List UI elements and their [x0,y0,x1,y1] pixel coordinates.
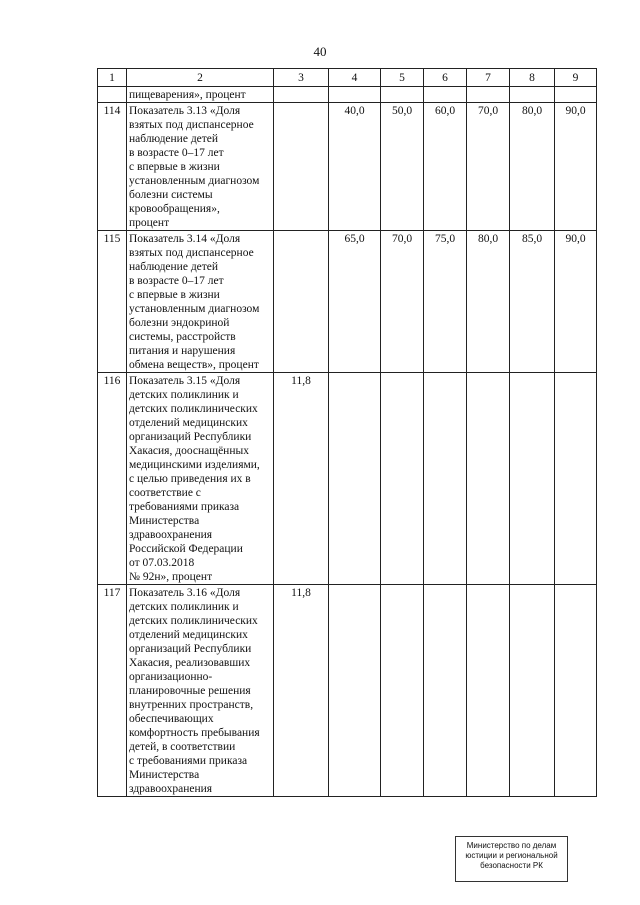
table-cell [329,87,381,103]
value-cell: 50,0 [381,103,424,231]
value-cell: 60,0 [424,103,467,231]
value-cell: 70,0 [381,231,424,373]
indicators-table [97,68,597,797]
column-header: 3 [274,69,329,87]
indicator-label: Показатель 3.14 «Доля взятых под диспансерное наблюдение детей в возрасте 0–17 лет с впервые в жизни установленным диагнозом болезни эндокриной системы, расстройств питания и нарушения обмена веществ», процент [127,231,274,373]
column-header: 4 [329,69,381,87]
value-cell: 70,0 [467,103,510,231]
value-cell [424,585,467,797]
value-cell [381,373,424,585]
value-cell [555,585,597,797]
value-cell [467,585,510,797]
table-cell [424,87,467,103]
table-cell [510,87,555,103]
value-cell [467,373,510,585]
value-cell: 90,0 [555,231,597,373]
ministry-stamp [455,836,568,882]
table-cell [274,87,329,103]
value-cell [555,373,597,585]
table-cell [555,87,597,103]
column-header: 5 [381,69,424,87]
table-row [98,585,597,797]
column-header: 8 [510,69,555,87]
stamp-line: юстиции и региональной [465,851,558,860]
stamp-line: безопасности РК [480,861,543,870]
value-cell: 11,8 [274,373,329,585]
value-cell [329,373,381,585]
page-number: 40 [313,44,327,59]
row-number: 117 [98,585,127,797]
value-cell [274,103,329,231]
table-cell [467,87,510,103]
value-cell: 85,0 [510,231,555,373]
value-cell [424,373,467,585]
stamp-line: Министерство по делам [466,841,557,850]
row-number: 115 [98,231,127,373]
column-header: 6 [424,69,467,87]
value-cell [329,585,381,797]
table-row [98,373,597,585]
value-cell [510,585,555,797]
table-cell [381,87,424,103]
value-cell: 65,0 [329,231,381,373]
row-number: 114 [98,103,127,231]
value-cell: 40,0 [329,103,381,231]
indicator-label: Показатель 3.13 «Доля взятых под диспансерное наблюдение детей в возрасте 0–17 лет с впервые в жизни установленным диагнозом болезни системы кровообращения», процент [127,103,274,231]
table-cell [98,87,127,103]
column-header: 1 [98,69,127,87]
continuation-row [98,87,597,103]
column-header-row [98,69,597,87]
value-cell [381,585,424,797]
row-number: 116 [98,373,127,585]
continuation-text: пищеварения», процент [127,87,274,103]
value-cell: 90,0 [555,103,597,231]
column-header: 9 [555,69,597,87]
indicator-label: Показатель 3.15 «Доля детских поликлиник и детских поликлинических отделений медицинских организаций Республики Хакасия, дооснащённых медицинскими изделиями, с целью приведения их в соответствие с требованиями приказа Министерства здравоохранения Российской Федерации от 07.03.2018 № 92н», процент [127,373,274,585]
value-cell: 11,8 [274,585,329,797]
value-cell [510,373,555,585]
column-header: 2 [127,69,274,87]
table-row [98,103,597,231]
indicator-label: Показатель 3.16 «Доля детских поликлиник и детских поликлинических отделений медицинских организаций Республики Хакасия, реализовавших организационно- планировочные решения внутренних пространств, обеспечивающих комфортность пребывания детей, в соответствии с требованиями приказа Министерства здравоохранения [127,585,274,797]
value-cell: 80,0 [510,103,555,231]
value-cell [274,231,329,373]
value-cell: 80,0 [467,231,510,373]
column-header: 7 [467,69,510,87]
value-cell: 75,0 [424,231,467,373]
table-row [98,231,597,373]
